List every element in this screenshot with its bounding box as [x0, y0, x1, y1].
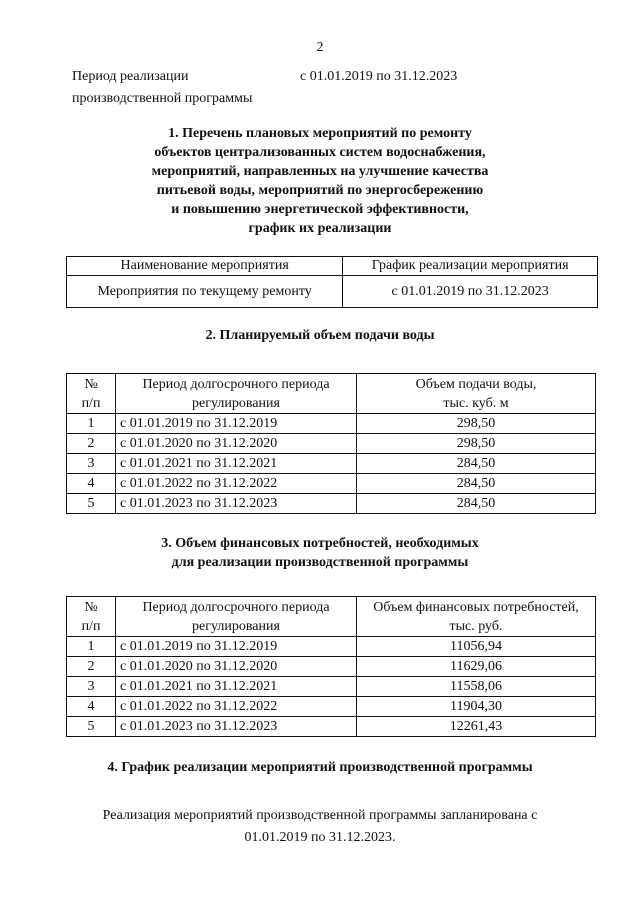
row-num: 3: [67, 677, 116, 697]
section3-heading-line: для реализации производственной программы: [171, 555, 469, 570]
row-value: 11904,30: [357, 697, 596, 717]
financial-needs-table: [66, 596, 596, 737]
row-period: с 01.01.2023 по 31.12.2023: [116, 494, 357, 514]
header-measure-schedule: График реализации мероприятия: [343, 257, 598, 276]
table-row: [67, 697, 596, 717]
closing-line2: 01.01.2019 по 31.12.2023.: [244, 830, 396, 845]
section1-heading-line: график их реализации: [248, 221, 392, 236]
section1-heading: [0, 124, 640, 238]
header-num-line1: №: [84, 599, 98, 615]
table-row: [67, 717, 596, 737]
header-volume-line1: Объем подачи воды,: [415, 376, 537, 392]
row-period: с 01.01.2021 по 31.12.2021: [116, 677, 357, 697]
row-period: с 01.01.2019 по 31.12.2019: [116, 637, 357, 657]
header-period: [116, 597, 357, 637]
row-value: 11558,06: [357, 677, 596, 697]
header-volume: [357, 374, 596, 414]
row-period: с 01.01.2019 по 31.12.2019: [116, 414, 357, 434]
header-num-line1: №: [84, 376, 98, 392]
period-value: с 01.01.2019 по 31.12.2023: [300, 69, 458, 84]
header-period-line2: регулирования: [192, 395, 280, 411]
section2-heading: 2. Планируемый объем подачи воды: [205, 328, 435, 343]
closing-paragraph: [0, 805, 640, 849]
header-measure-name: Наименование мероприятия: [67, 257, 343, 276]
table-row: [67, 276, 598, 308]
period-label-line1: Период реализации: [72, 69, 189, 84]
row-value: 11056,94: [357, 637, 596, 657]
header-period-line1: Период долгосрочного периода: [142, 599, 330, 615]
table-row: [67, 657, 596, 677]
row-value: 11629,06: [357, 657, 596, 677]
section1-heading-line: питьевой воды, мероприятий по энергосбережению: [156, 183, 484, 198]
header-volume-line2: тыс. куб. м: [443, 395, 509, 411]
section3-heading-line: 3. Объем финансовых потребностей, необходимых: [161, 536, 479, 551]
table-row: [67, 414, 596, 434]
table-row: [67, 494, 596, 514]
row-num: 2: [67, 434, 116, 454]
header-period-line1: Период долгосрочного периода: [142, 376, 330, 392]
row-period: с 01.01.2023 по 31.12.2023: [116, 717, 357, 737]
row-value: 298,50: [357, 434, 596, 454]
header-finance-line1: Объем финансовых потребностей,: [373, 599, 579, 615]
measure-name-cell: Мероприятия по текущему ремонту: [67, 276, 343, 308]
period-label-line2: производственной программы: [72, 91, 253, 106]
row-value: 284,50: [357, 494, 596, 514]
section1-heading-line: мероприятий, направленных на улучшение качества: [151, 164, 489, 179]
row-num: 5: [67, 717, 116, 737]
table-row: [67, 454, 596, 474]
row-period: с 01.01.2022 по 31.12.2022: [116, 697, 357, 717]
row-num: 4: [67, 474, 116, 494]
row-value: 12261,43: [357, 717, 596, 737]
row-num: 4: [67, 697, 116, 717]
section3-heading: [0, 534, 640, 572]
row-num: 5: [67, 494, 116, 514]
section1-heading-line: объектов централизованных систем водоснабжения,: [154, 145, 486, 160]
header-num: [67, 597, 116, 637]
table-header-row: [67, 597, 596, 637]
closing-line1: Реализация мероприятий производственной программы запланирована с: [102, 808, 538, 823]
section4-heading: 4. График реализации мероприятий производственной программы: [107, 760, 533, 775]
row-value: 298,50: [357, 414, 596, 434]
row-period: с 01.01.2021 по 31.12.2021: [116, 454, 357, 474]
header-finance-line2: тыс. руб.: [449, 618, 503, 634]
table-header-row: [67, 257, 598, 276]
row-num: 1: [67, 414, 116, 434]
table-row: [67, 677, 596, 697]
row-value: 284,50: [357, 474, 596, 494]
period-label: [72, 66, 302, 110]
header-finance: [357, 597, 596, 637]
table-row: [67, 637, 596, 657]
header-num-line2: п/п: [81, 618, 101, 634]
header-num: [67, 374, 116, 414]
measure-schedule-cell: с 01.01.2019 по 31.12.2023: [343, 276, 598, 308]
row-period: с 01.01.2020 по 31.12.2020: [116, 657, 357, 677]
section1-heading-line: и повышению энергетической эффективности,: [171, 202, 469, 217]
table-header-row: [67, 374, 596, 414]
table-row: [67, 474, 596, 494]
section1-heading-line: 1. Перечень плановых мероприятий по ремонту: [168, 126, 472, 141]
measures-table: [66, 256, 598, 308]
row-value: 284,50: [357, 454, 596, 474]
page-number: 2: [316, 40, 324, 55]
water-supply-table: [66, 373, 596, 514]
header-num-line2: п/п: [81, 395, 101, 411]
row-num: 1: [67, 637, 116, 657]
row-num: 2: [67, 657, 116, 677]
table-row: [67, 434, 596, 454]
row-period: с 01.01.2022 по 31.12.2022: [116, 474, 357, 494]
row-num: 3: [67, 454, 116, 474]
row-period: с 01.01.2020 по 31.12.2020: [116, 434, 357, 454]
header-period-line2: регулирования: [192, 618, 280, 634]
header-period: [116, 374, 357, 414]
